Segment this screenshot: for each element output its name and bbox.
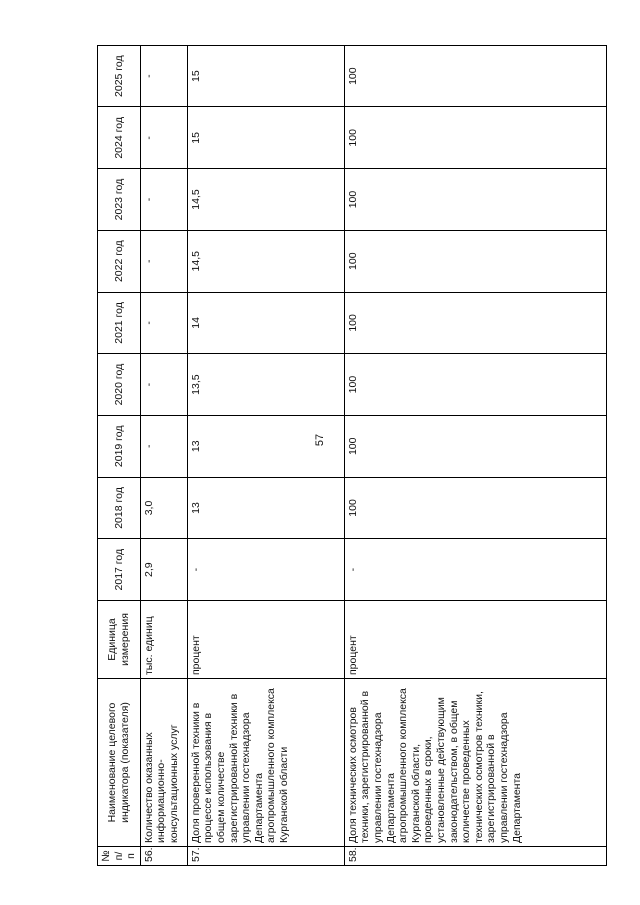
indicator-name: Доля технических осмотров техники, зарегистрированной в управлении гостехнадзора Департамента агропромышленного комплекса Курганской области, проведенных в сроки, установленные действующим законодательством, в общем количестве проведенных технических осмотров техники, зарегистрированной в управлении гостехнадзора Департамента [344, 679, 606, 847]
value-cell: - [140, 45, 187, 107]
header-year: 2025 год [98, 45, 141, 107]
value-cell: 2,9 [140, 539, 187, 601]
row-number: 57. [187, 847, 344, 866]
value-cell: 100 [344, 230, 606, 292]
header-unit: Единица измерения [98, 601, 141, 679]
value-cell: 100 [344, 107, 606, 169]
value-cell: - [187, 539, 344, 601]
header-year: 2024 год [98, 107, 141, 169]
unit-cell: тыс. единиц [140, 601, 187, 679]
row-number: 56. [140, 847, 187, 866]
header-year: 2018 год [98, 477, 141, 539]
header-num: № п/п [98, 847, 141, 866]
value-cell: 3,0 [140, 477, 187, 539]
indicators-table-wrapper [97, 46, 593, 866]
header-year: 2020 год [98, 354, 141, 416]
header-year: 2022 год [98, 230, 141, 292]
table-header-row [98, 45, 141, 865]
value-cell: 100 [344, 477, 606, 539]
value-cell: 100 [344, 292, 606, 354]
header-year: 2017 год [98, 539, 141, 601]
indicators-table [97, 45, 607, 866]
value-cell: - [140, 415, 187, 477]
value-cell: 100 [344, 415, 606, 477]
table-row [140, 45, 187, 865]
value-cell: 14,5 [187, 169, 344, 231]
indicator-name: Количество оказанных информационно-консультационных услуг [140, 679, 187, 847]
value-cell: - [344, 539, 606, 601]
value-cell: 13,5 [187, 354, 344, 416]
value-cell: - [140, 169, 187, 231]
header-name: Наименование целевого индикатора (показателя) [98, 679, 141, 847]
row-number: 58. [344, 847, 606, 866]
value-cell: 14 [187, 292, 344, 354]
indicator-name: Доля проверенной техники в процессе использования в общем количестве зарегистрированной техники в управлении гостехнадзора Департамента агропромышленного комплекса Курганской области [187, 679, 344, 847]
table-row [344, 45, 606, 865]
table-row [187, 45, 344, 865]
value-cell: 100 [344, 354, 606, 416]
value-cell: - [140, 230, 187, 292]
value-cell: - [140, 107, 187, 169]
header-year: 2021 год [98, 292, 141, 354]
value-cell: 100 [344, 169, 606, 231]
value-cell: - [140, 354, 187, 416]
page-number: 57 [314, 433, 326, 447]
header-year: 2023 год [98, 169, 141, 231]
value-cell: 15 [187, 107, 344, 169]
value-cell: 13 [187, 477, 344, 539]
value-cell: 14,5 [187, 230, 344, 292]
value-cell: - [140, 292, 187, 354]
header-year: 2019 год [98, 415, 141, 477]
value-cell: 13 [187, 415, 344, 477]
value-cell: 100 [344, 45, 606, 107]
value-cell: 15 [187, 45, 344, 107]
unit-cell: процент [344, 601, 606, 679]
unit-cell: процент [187, 601, 344, 679]
